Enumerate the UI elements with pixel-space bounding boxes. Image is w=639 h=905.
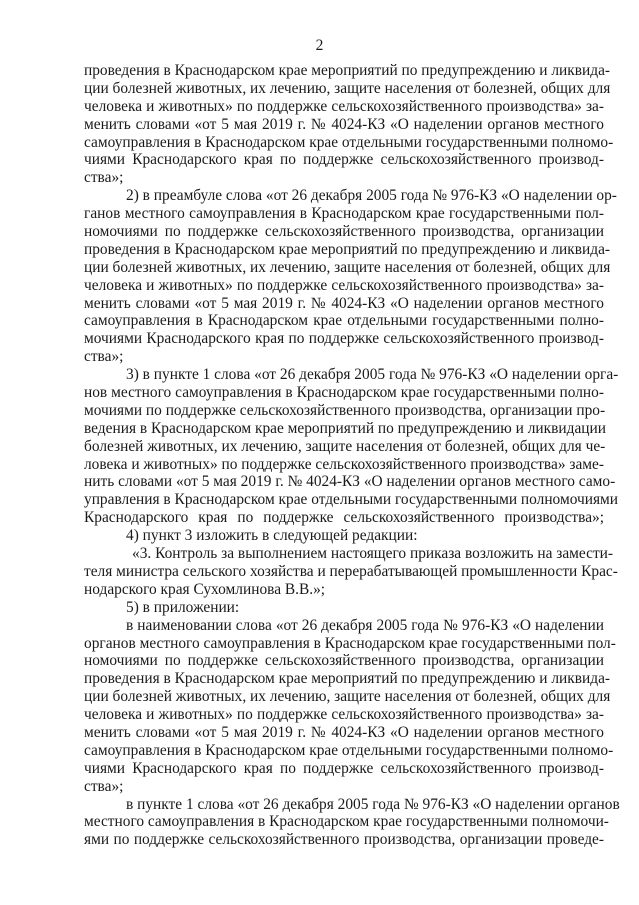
text-line: ства»; [84, 777, 124, 795]
text-line: мочиями по поддержке сельскохозяйственного производства, организации про- [84, 401, 606, 419]
paragraph-start-line: 3) в пункте 1 слова «от 26 декабря 2005 года № 976-КЗ «О наделении орга- [126, 366, 619, 384]
document-body [84, 62, 620, 849]
paragraph-start-line: 5) в приложении: [126, 598, 240, 616]
text-line: менить словами «от 5 мая 2019 г. № 4024-КЗ «О наделении органов местного [84, 723, 604, 741]
text-line: самоуправления в Краснодарском крае отдельными государственными полно- [84, 312, 604, 330]
text-line: нодарского края Сухомлинова В.В.»; [84, 580, 326, 598]
text-line: номочиями по поддержке сельскохозяйственного производства, организации [84, 652, 604, 670]
text-line: человека и животных» по поддержке сельскохозяйственного производства» за- [84, 97, 604, 115]
text-line: ства»; [84, 348, 124, 366]
paragraph-start-line: 2) в преамбуле слова «от 26 декабря 2005 года № 976-КЗ «О наделении ор- [126, 187, 617, 205]
text-line: органов местного самоуправления в Краснодарском крае государственными пол- [84, 634, 616, 652]
text-line: Краснодарского края по поддержке сельскохозяйственного производства»; [84, 509, 604, 527]
text-line: проведения в Краснодарском крае мероприятий по предупреждению и ликвида- [84, 240, 611, 258]
quote-start-line: «3. Контроль за выполнением настоящего приказа возложить на замести- [132, 545, 614, 563]
page-number: 2 [315, 37, 324, 54]
text-line: ции болезней животных, их лечению, защите населения от болезней, общих для [84, 688, 611, 706]
paragraph-start-line: в пункте 1 слова «от 26 декабря 2005 года № 976-КЗ «О наделении органов [126, 795, 620, 813]
paragraph-start-line: 4) пункт 3 изложить в следующей редакции: [126, 527, 418, 545]
text-line: чиями Краснодарского края по поддержке сельскохозяйственного производ- [84, 151, 604, 169]
text-line: человека и животных» по поддержке сельскохозяйственного производства» за- [84, 706, 604, 724]
text-line: ведения в Краснодарском крае мероприятий по предупреждению и ликвидации [84, 419, 606, 437]
text-line: нить словами «от 5 мая 2019 г. № 4024-КЗ «О наделении органов местного само- [84, 473, 616, 491]
text-line: местного самоуправления в Краснодарском крае государственными полномочи- [84, 813, 609, 831]
text-line: мочиями Краснодарского края по поддержке сельскохозяйственного производ- [84, 330, 604, 348]
text-line: ловека и животных» по поддержке сельскохозяйственного производства» заме- [84, 455, 604, 473]
text-line: управления в Краснодарском крае отдельными государственными полномочиями [84, 491, 619, 509]
text-line: теля министра сельского хозяйства и перерабатывающей промышленности Крас- [84, 562, 618, 580]
text-line: ции болезней животных, их лечению, защите населения от болезней, общих для [84, 258, 611, 276]
text-line: проведения в Краснодарском крае мероприятий по предупреждению и ликвида- [84, 670, 611, 688]
text-line: ции болезней животных, их лечению, защите населения от болезней, общих для [84, 79, 611, 97]
text-line: ганов местного самоуправления в Краснодарском крае государственными пол- [84, 205, 604, 223]
text-line: ства»; [84, 169, 124, 187]
text-line: проведения в Краснодарском крае мероприятий по предупреждению и ликвида- [84, 62, 611, 79]
text-line: номочиями по поддержке сельскохозяйственного производства, организации [84, 223, 604, 241]
text-line: нов местного самоуправления в Краснодарском крае государственными полно- [84, 384, 604, 402]
text-line: менить словами «от 5 мая 2019 г. № 4024-КЗ «О наделении органов местного [84, 115, 604, 133]
paragraph-start-line: в наименовании слова «от 26 декабря 2005 года № 976-КЗ «О наделении [126, 616, 604, 634]
text-line: менить словами «от 5 мая 2019 г. № 4024-КЗ «О наделении органов местного [84, 294, 604, 312]
text-line: самоуправления в Краснодарском крае отдельными государственными полномо- [84, 133, 614, 151]
text-line: ями по поддержке сельскохозяйственного производства, организации проведе- [84, 831, 604, 849]
text-line: человека и животных» по поддержке сельскохозяйственного производства» за- [84, 276, 604, 294]
text-line: чиями Краснодарского края по поддержке сельскохозяйственного производ- [84, 759, 604, 777]
text-line: самоуправления в Краснодарском крае отдельными государственными полномо- [84, 741, 614, 759]
text-line: болезней животных, их лечению, защите населения от болезней, общих для че- [84, 437, 606, 455]
